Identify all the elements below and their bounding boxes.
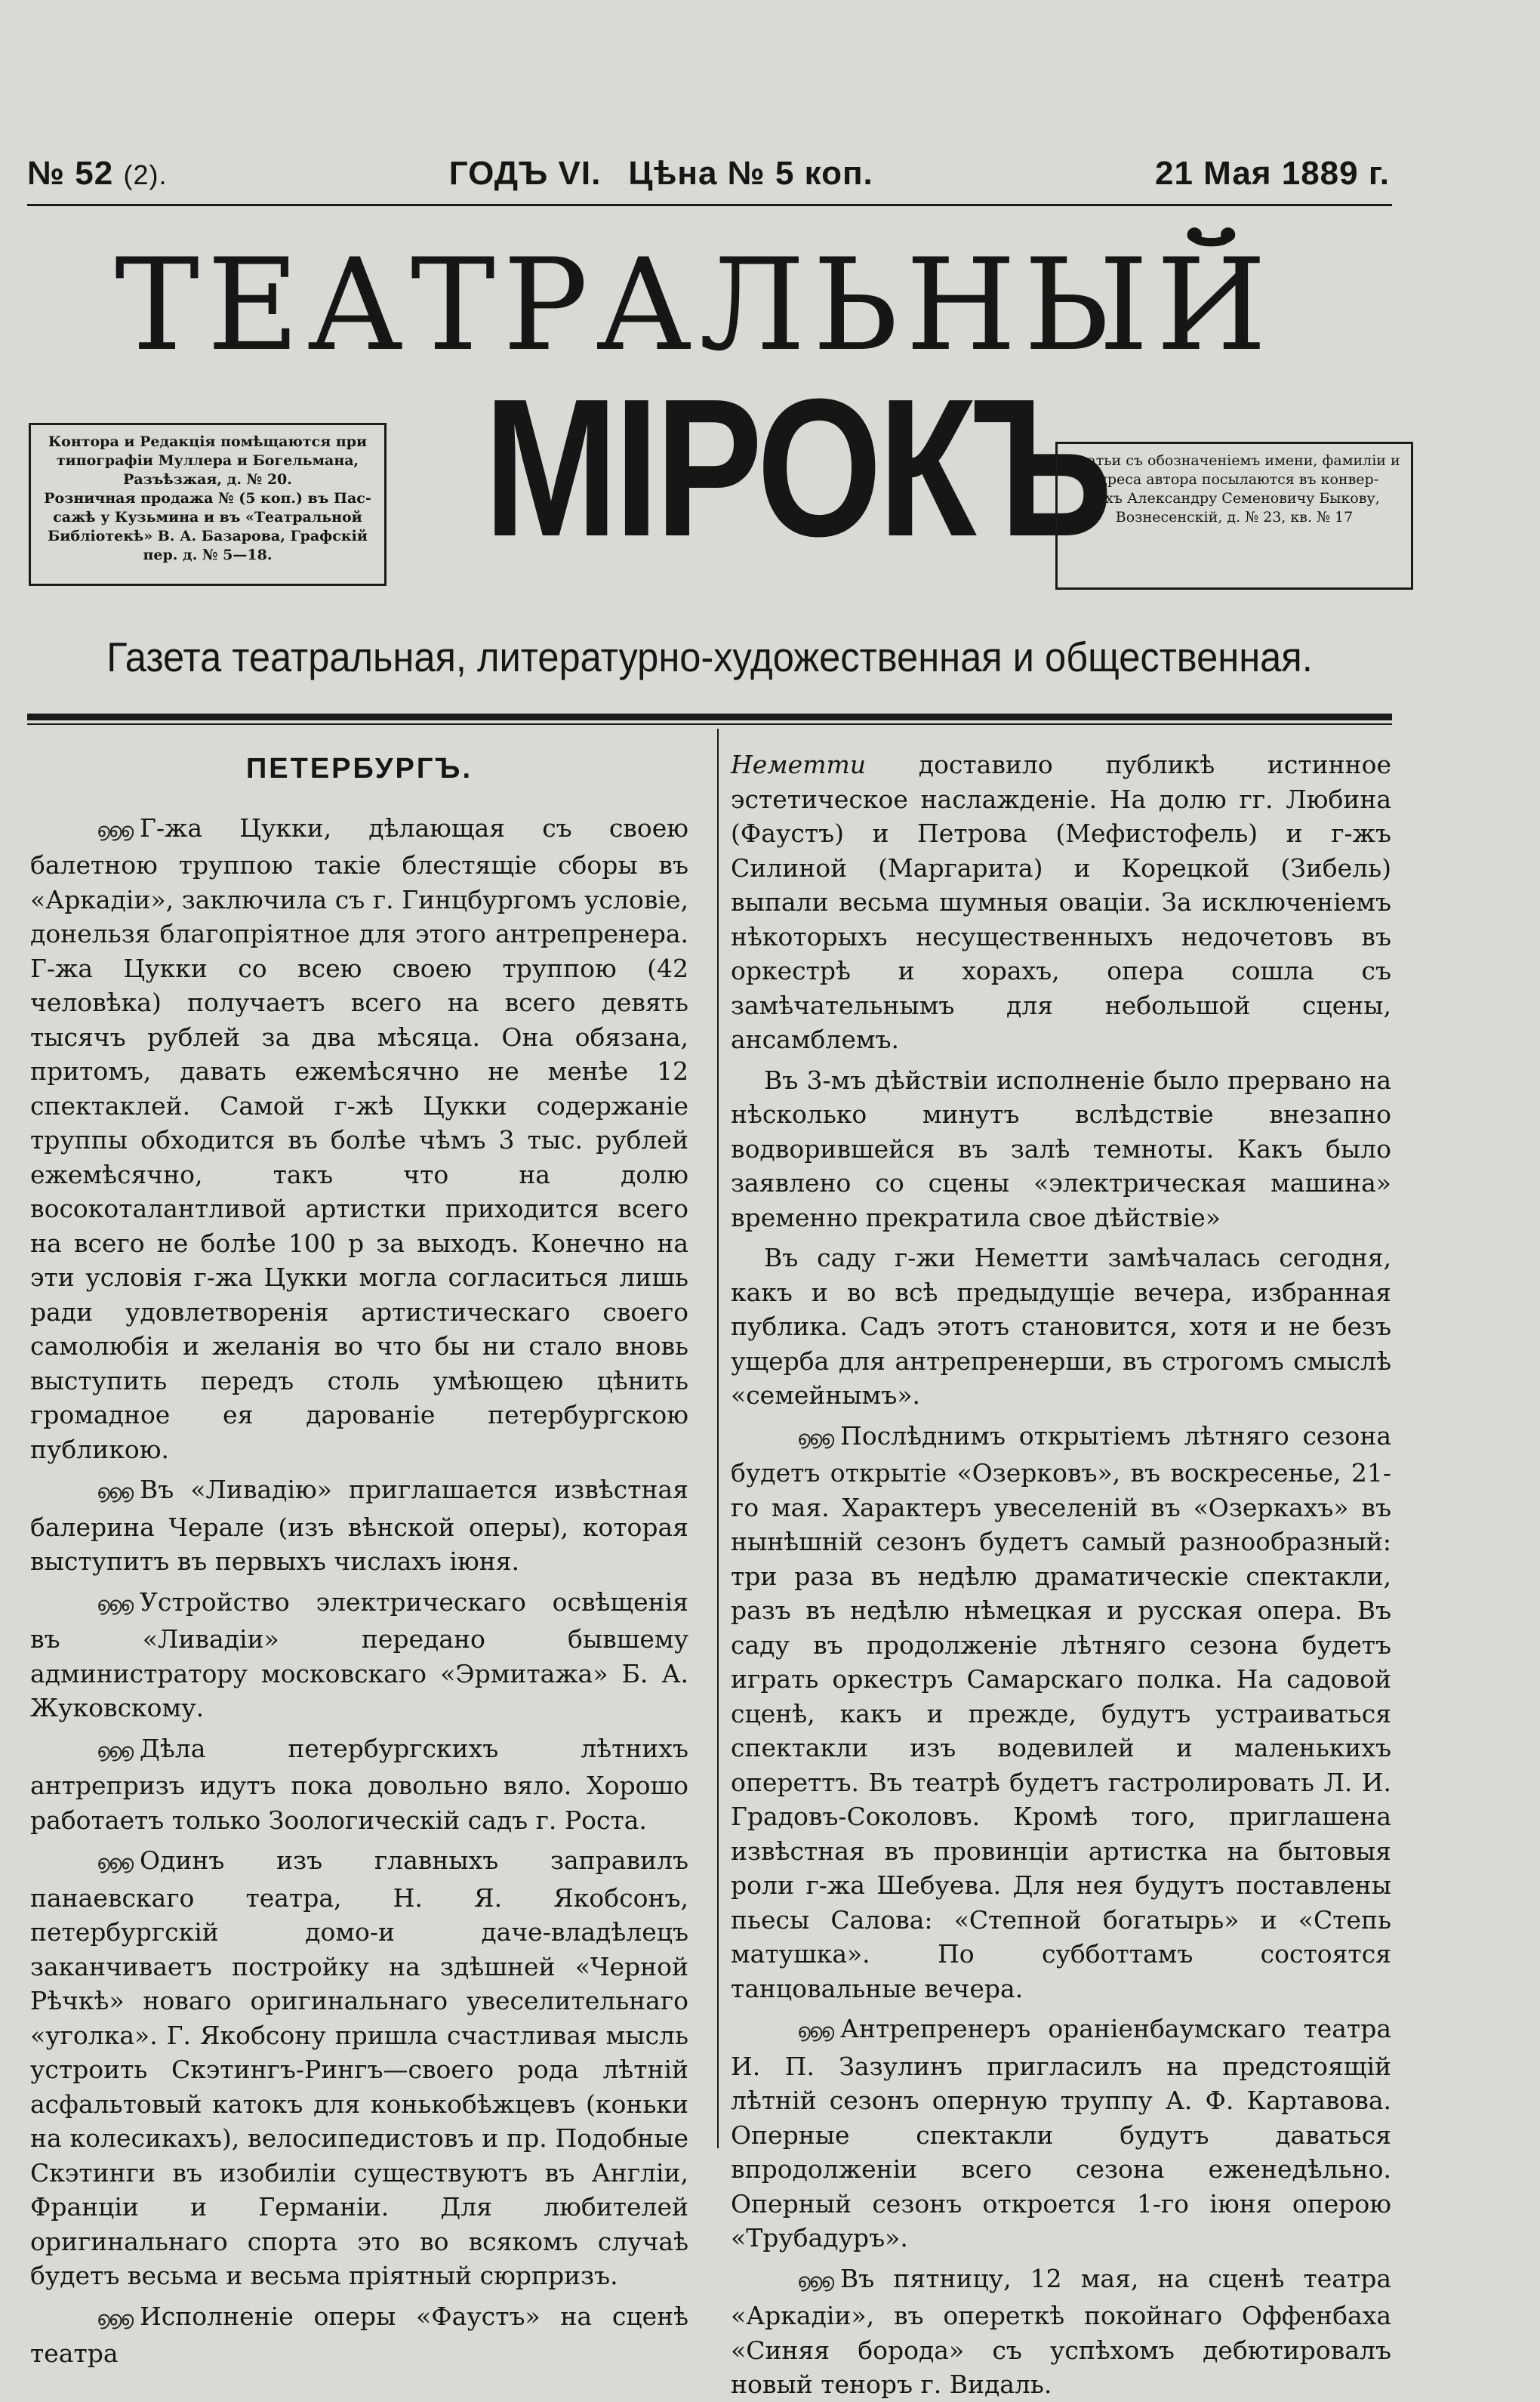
ornament-icon: ൭൭൭: [97, 819, 133, 842]
ornament-icon: ൭൭൭: [797, 1426, 833, 1450]
ornament-icon: ൭൭൭: [797, 2020, 833, 2043]
submissions-box: Статьи съ обозначеніемъ имени, фамиліи и адреса автора посылаются въ конвер- тахъ Александру Семеновичу Быкову, Вознесенскій, д. № 23, кв. № 17: [1055, 442, 1413, 590]
subtitle: Газета театральная, литературно-художественная и общественная.: [106, 634, 1313, 680]
article-paragraph: ൭൭൭ Послѣднимъ открытіемъ лѣтняго сезона будетъ открытіе «Озерковъ», въ воскресенье, 21-го мая. Характеръ увеселеній въ «Озеркахъ» въ нынѣшній сезонъ будетъ самый разнообразный: три раза въ недѣлю драматическіе спектакли, разъ въ недѣлю нѣмецкая и русская опера. Въ саду въ продолженіе лѣтняго сезона будетъ играть оркестръ Самарскаго полка. На садовой сценѣ, какъ и прежде, будутъ устраиваться спектакли изъ водевилей и маленькихъ опереттъ. Въ театрѣ будетъ гастролировать Л. И. Градовъ-Соколовъ. Кромѣ того, приглашена извѣстная въ провинціи артистка на бытовыя роли г-жа Шебуева. Для нея будутъ поставлены пьесы Салова: «Степной богатырь» и «Степь матушка». По субботтамъ состоятся танцовальные вечера.: [731, 1420, 1391, 2003]
masthead-info-line: [27, 155, 1390, 193]
office-address-box: Контора и Редакція помѣщаются при типографіи Муллера и Богельмана, Разъѣзжая, д. № 20. Розничная продажа № (5 коп.) въ Пас- сажѣ у Кузьмина и въ «Театральной Библіотекѣ» В. А. Базарова, Графскій пер. д. № 5—18.: [29, 423, 387, 586]
issue-date: 21 Мая 1889 г.: [1155, 155, 1390, 192]
year: ГОДЪ VI.: [448, 155, 602, 192]
year-price: [449, 155, 873, 193]
ornament-icon: ൭൭൭: [97, 1593, 133, 1616]
article-paragraph: ൭൭൭ Дѣла петербургскихъ лѣтнихъ антрепризъ идутъ пока довольно вяло. Хорошо работаетъ только Зоологическій садъ г. Роста.: [30, 1733, 688, 1835]
article-paragraph: ൭൭൭ Антрепренеръ ораніенбаумскаго театра И. П. Зазулинъ пригласилъ на предстоящій лѣтній сезонъ оперную труппу А. Ф. Картавова. Оперные спектакли будутъ даваться впродолженіи всего сезона еженедѣльно. Оперный сезонъ откроется 1-го іюня оперою «Трубадуръ».: [731, 2014, 1391, 2252]
title-line-1: ТЕАТРАЛЬНЫЙ: [115, 231, 1274, 379]
ornament-icon: ൭൭൭: [97, 1481, 133, 1503]
issue-number: № 52 (2).: [27, 155, 168, 192]
section-heading: ПЕТЕРБУРГЪ.: [245, 753, 473, 785]
left-column: [30, 748, 688, 2371]
article-paragraph: Въ 3-мъ дѣйствіи исполненіе было прервано на нѣсколько минутъ вслѣдствіе внезапно водворившейся въ залѣ темноты. Какъ было заявлено со сцены «электрическая машина» временно прекратила свое дѣйствіе»: [731, 1065, 1391, 1232]
title-line-2: МІРОКЪ: [484, 359, 1110, 578]
article-paragraph: Въ саду г-жи Неметти замѣчалась сегодня, какъ и во всѣ предыдущіе вечера, избранная публика. Садъ этотъ становится, хотя и не безъ ущерба для антрепренерши, въ строгомъ смыслѣ «семейнымъ».: [731, 1243, 1391, 1410]
masthead-rule-thin: [27, 723, 1392, 725]
article-paragraph: ൭൭൭ Г-жа Цукки, дѣлающая съ своею балетною труппою такіе блестящіе сборы въ «Аркадіи», заключила съ г. Гинцбургомъ условіе, донельзя благопріятное для этого антрепренера. Г-жа Цукки со всею своею труппою (42 человѣка) получаетъ всего на всего девять тысячъ рублей за два мѣсяца. Она обязана, притомъ, давать ежемѣсячно не менѣе 12 спектаклей. Самой г-жѣ Цукки содержаніе труппы обходится въ болѣе чѣмъ 3 тыс. рублей ежемѣсячно, такъ что на долю восокоталантливой артистки приходится всего на всего не болѣе 100 р за выходъ. Конечно на эти условія г-жа Цукки могла согласиться лишь ради удовлетворенія артистическаго своего самолюбія и желанія во что бы ни стало вновь выступить передъ столь умѣющею цѣнить громадное ея дарованіе петербургскою публикою.: [30, 812, 688, 1464]
article-paragraph: ൭൭൭ Исполненіе оперы «Фаустъ» на сценѣ театра: [30, 2301, 688, 2368]
column-divider: [717, 729, 719, 2148]
top-rule: [27, 204, 1392, 206]
price: Цѣна № 5 коп.: [628, 155, 873, 192]
right-column: [731, 748, 1391, 2402]
article-paragraph: ൭൭൭ Въ пятницу, 12 мая, на сценѣ театра «Аркадіи», въ опереткѣ покойнаго Оффенбаха «Синяя борода» съ успѣхомъ дебютировалъ новый теноръ г. Видаль.: [731, 2263, 1391, 2399]
ornament-icon: ൭൭൭: [97, 1852, 133, 1874]
article-paragraph: ൭൭൭ Въ «Ливадію» приглашается извѣстная балерина Черале (изъ вѣнской оперы), которая выступитъ въ первыхъ числахъ іюня.: [30, 1475, 688, 1576]
article-paragraph: Неметти доставило публикѣ истинное эстетическое наслажденіе. На долю гг. Любина (Фаустъ) и Петрова (Мефистофель) и г-жъ Силиной (Маргарита) и Корецкой (Зибель) выпали весьма шумныя оваціи. За исключеніемъ нѣкоторыхъ несущественныхъ недочетовъ въ оркестрѣ и хорахъ, опера сошла съ замѣчательнымъ для небольшой сцены, ансамблемъ.: [731, 750, 1392, 1054]
italic-name: Неметти: [731, 750, 867, 779]
article-paragraph: ൭൭൭ Устройство электрическаго освѣщенія въ «Ливадіи» передано бывшему администратору московскаго «Эрмитажа» Б. А. Жуковскому.: [30, 1586, 688, 1722]
masthead-rule-thick: [27, 714, 1392, 720]
ornament-icon: ൭൭൭: [97, 1739, 133, 1762]
ornament-icon: ൭൭൭: [97, 2307, 133, 2330]
ornament-icon: ൭൭൭: [797, 2269, 833, 2293]
article-paragraph: ൭൭൭ Одинъ изъ главныхъ заправилъ панаевскаго театра, Н. Я. Якобсонъ, петербургскій домо-и даче-владѣлецъ заканчиваетъ постройку на здѣшней «Черной Рѣчкѣ» новаго оригинальнаго увеселительнаго «уголка». Г. Якобсону пришла счастливая мысль устроить Скэтингъ-Рингъ—своего рода лѣтній асфальтовый катокъ для конькобѣжцевъ (коньки на колесикахъ), велосипедистовъ и пр. Подобные Скэтинги въ изобиліи существуютъ въ Англіи, Франціи и Германіи. Для любителей оригинальнаго спорта это во всякомъ случаѣ будетъ весьма и весьма пріятный сюрпризъ.: [30, 1845, 688, 2290]
